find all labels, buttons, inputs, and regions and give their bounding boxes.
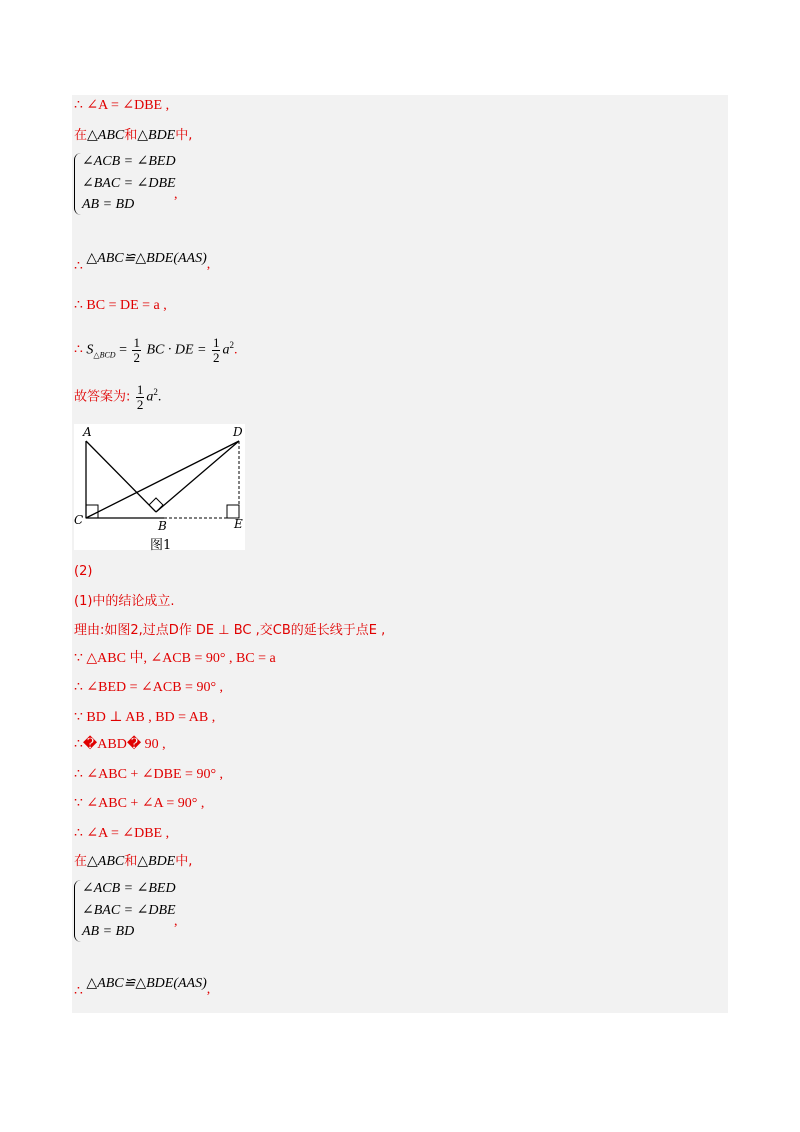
line-answer	[74, 374, 161, 416]
line-given: ∵ △ABC 中, ∠ACB = 90° , BC = a	[74, 651, 276, 666]
line-in-triangles	[74, 127, 192, 145]
system-row: ∠ACB = ∠BED	[82, 881, 176, 896]
label-c: C	[74, 513, 84, 527]
text-zhong: 中,	[175, 128, 193, 143]
area-middle: BC · DE =	[146, 342, 207, 358]
numerator: 1	[133, 334, 140, 350]
answer-label: 故答案为:	[74, 389, 131, 405]
system-row: AB = BD	[82, 924, 135, 939]
denominator: 2	[212, 349, 220, 365]
line-bd-perp: ∵ BD ⊥ AB , BD = AB ,	[74, 710, 216, 725]
bc-expression: ∴ BC = DE = a ,	[74, 298, 167, 313]
line-angle-equal-2: ∴ ∠A = ∠DBE ,	[74, 826, 170, 841]
text-zai: 在	[74, 854, 88, 869]
numerator: 1	[212, 334, 220, 350]
figure-svg	[74, 424, 245, 550]
area-subscript: △BCD	[93, 350, 116, 360]
line-in-triangles-2	[74, 853, 192, 871]
denominator: 2	[133, 349, 140, 365]
equation-system-1	[74, 153, 254, 219]
segment-ab	[86, 441, 156, 512]
system-row: ∠ACB = ∠BED	[82, 154, 176, 169]
system-row: ∠BAC = ∠DBE	[82, 903, 176, 918]
comma: ,	[206, 257, 211, 272]
line-abd-angle: ∴�ABD� 90 ,	[74, 737, 166, 752]
comma: ,	[174, 187, 178, 202]
system-row: AB = BD	[82, 197, 135, 212]
line-congruence	[74, 250, 211, 274]
label-a: A	[83, 425, 92, 439]
text-zai: 在	[74, 128, 88, 143]
reason-line: 理由:如图2,过点D作 DE ⊥ BC ,交CB的延长线于点E ,	[74, 623, 386, 638]
geometry-figure-1	[74, 424, 245, 550]
triangle-abc: △ABC	[87, 854, 125, 869]
period: .	[233, 342, 238, 358]
triangle-abc: △ABC	[87, 128, 125, 143]
numerator: 1	[136, 381, 144, 397]
fraction-half	[136, 383, 145, 412]
congruence-expression: △ABC≌△BDE(AAS)	[86, 976, 207, 991]
text-he: 和	[124, 854, 138, 869]
denominator: 2	[136, 396, 144, 412]
area-s: S	[86, 342, 94, 358]
triangle-bde: △BDE	[137, 854, 176, 869]
brace-icon	[74, 153, 81, 215]
part-2-heading: (2)	[74, 564, 93, 579]
therefore-symbol: ∴	[74, 984, 83, 999]
right-angle-b	[149, 498, 163, 512]
line-angle-equal	[74, 97, 169, 115]
therefore-symbol: ∴	[74, 342, 83, 358]
line-sum-angles-a: ∵ ∠ABC + ∠A = 90° ,	[74, 796, 205, 811]
right-angle-c	[86, 505, 98, 518]
line-bed-angle: ∴ ∠BED = ∠ACB = 90° ,	[74, 680, 224, 695]
exponent: 2	[229, 340, 234, 350]
label-d: D	[233, 425, 243, 439]
therefore-symbol: ∴	[74, 259, 83, 274]
line-bc-equals	[74, 297, 167, 315]
text-he: 和	[124, 128, 138, 143]
equation-system-2	[74, 880, 254, 946]
fraction-half	[212, 336, 221, 365]
label-b: B	[158, 519, 167, 533]
text-zhong: 中,	[175, 854, 193, 869]
comma: ,	[174, 914, 178, 929]
line-sum-angles: ∴ ∠ABC + ∠DBE = 90° ,	[74, 767, 224, 782]
comma: ,	[206, 982, 211, 997]
fraction-half	[132, 336, 141, 365]
variable-a: a	[222, 342, 230, 358]
figure-caption: 图1	[150, 538, 172, 553]
variable-a: a	[146, 389, 154, 405]
triangle-bde: △BDE	[137, 128, 176, 143]
system-row: ∠BAC = ∠DBE	[82, 176, 176, 191]
line-congruence-2	[74, 975, 211, 999]
congruence-expression: △ABC≌△BDE(AAS)	[86, 251, 207, 266]
brace-icon	[74, 880, 81, 942]
line-area: ∴ $S_{\triangle BCD}$ = $\frac{1}{2}$ BC · DE = $\frac{1}{2}$ $a^2$.	[74, 334, 238, 365]
therefore-expression: ∴ ∠A = ∠DBE ,	[74, 98, 170, 113]
exponent: 2	[153, 387, 158, 397]
label-e: E	[234, 517, 243, 531]
solution-panel	[72, 95, 728, 1013]
conclusion-line: (1)中的结论成立.	[74, 594, 175, 609]
period: .	[157, 389, 162, 405]
